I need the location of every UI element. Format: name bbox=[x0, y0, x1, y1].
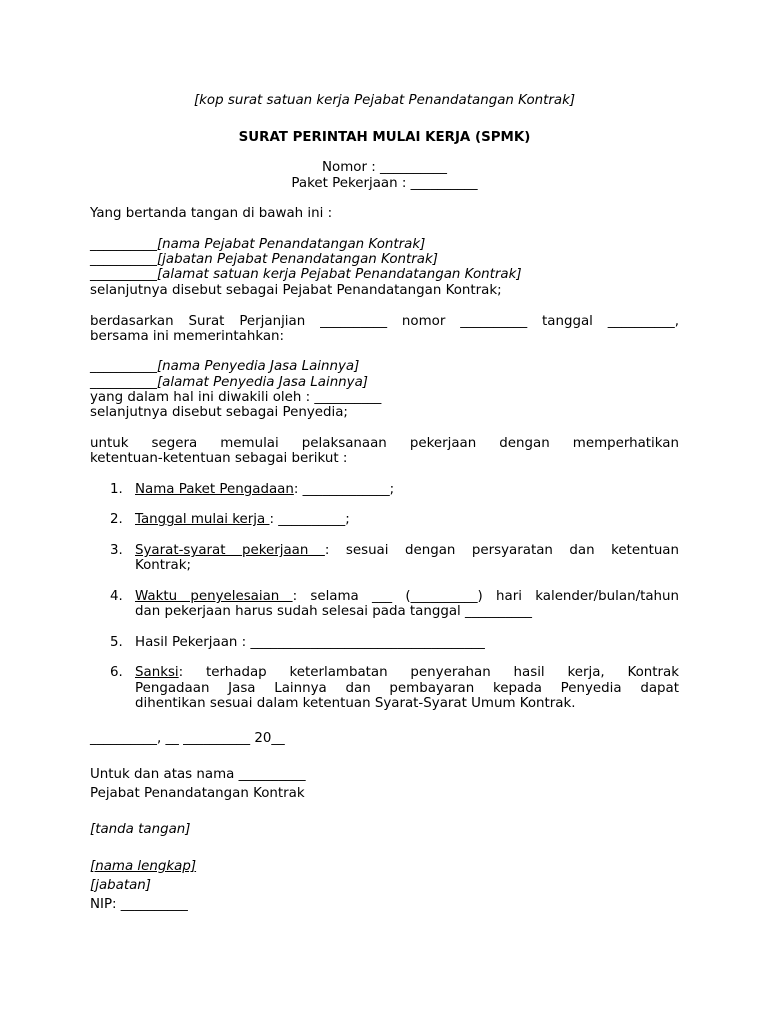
basis-line-2: bersama ini memerintahkan: bbox=[90, 329, 285, 344]
signer-role: Pejabat Penandatangan Kontrak bbox=[90, 786, 305, 801]
full-name-placeholder: [nama lengkap] bbox=[90, 859, 197, 874]
list-number: 3. bbox=[110, 543, 123, 558]
item-value: : selama ___ (__________) hari kalender/bulan/tahun bbox=[292, 589, 679, 604]
signature-placeholder: [tanda tangan] bbox=[90, 822, 191, 837]
list-number: 2. bbox=[110, 512, 123, 527]
list-number: 5. bbox=[110, 635, 123, 650]
list-item-continuation: Pengadaan Jasa Lainnya dan pembayaran kepada Penyedia dapat bbox=[135, 681, 679, 696]
list-number: 6. bbox=[110, 665, 123, 680]
provider-name: [nama Penyedia Jasa Lainnya] bbox=[156, 359, 360, 374]
ppk-position-line bbox=[90, 252, 679, 268]
signer-position: [jabatan] bbox=[90, 878, 152, 893]
list-item-work-result: Hasil Pekerjaan : ___________________________________ bbox=[135, 635, 485, 650]
item-label: Nama Paket Pengadaan bbox=[135, 482, 294, 497]
package-line: Paket Pekerjaan : __________ bbox=[291, 176, 478, 191]
item-label: Syarat-syarat pekerjaan bbox=[135, 543, 325, 558]
letterhead: [kop surat satuan kerja Pejabat Penandatangan Kontrak] bbox=[193, 93, 576, 108]
on-behalf-line: Untuk dan atas nama __________ bbox=[90, 767, 306, 782]
number-line: Nomor : __________ bbox=[322, 160, 447, 175]
ppk-address: [alamat satuan kerja Pejabat Penandatangan Kontrak] bbox=[156, 267, 522, 282]
signer-nip: NIP: __________ bbox=[90, 897, 188, 912]
list-item-continuation: dihentikan sesuai dalam ketentuan Syarat-Syarat Umum Kontrak. bbox=[135, 696, 576, 711]
date-line: __________, __ __________ 20__ bbox=[90, 731, 285, 746]
list-item-sanctions bbox=[135, 665, 679, 681]
item-value: : terhadap keterlambatan penyerahan hasil kerja, Kontrak bbox=[178, 665, 679, 680]
signer-full-name bbox=[90, 859, 679, 875]
blank-line: __________ bbox=[90, 252, 157, 267]
list-number: 4. bbox=[110, 589, 123, 604]
instruction-line-1: untuk segera memulai pelaksanaan pekerjaan dengan memperhatikan bbox=[90, 436, 679, 451]
ppk-position: [jabatan Pejabat Penandatangan Kontrak] bbox=[156, 252, 438, 267]
document-title: SURAT PERINTAH MULAI KERJA (SPMK) bbox=[238, 130, 531, 145]
basis-line-1: berdasarkan Surat Perjanjian __________ nomor __________ tanggal __________, bbox=[90, 314, 679, 329]
blank-line: __________ bbox=[90, 375, 157, 390]
item-label: Sanksi bbox=[135, 665, 179, 680]
list-item-completion-time bbox=[135, 589, 679, 605]
list-item-start-date bbox=[135, 512, 679, 528]
blank-line: __________ bbox=[90, 237, 157, 252]
item-value: : sesuai dengan persyaratan dan ketentuan bbox=[324, 543, 680, 558]
blank-line: __________ bbox=[90, 267, 157, 282]
item-label: Waktu penyelesaian bbox=[135, 589, 293, 604]
blank-line: __________ bbox=[90, 359, 157, 374]
intro-text: Yang bertanda tangan di bawah ini : bbox=[90, 206, 333, 221]
ppk-referred: selanjutnya disebut sebagai Pejabat Penandatangan Kontrak; bbox=[90, 283, 502, 298]
item-value: : _____________; bbox=[293, 482, 395, 497]
provider-address: [alamat Penyedia Jasa Lainnya] bbox=[156, 375, 369, 390]
list-number: 1. bbox=[110, 482, 123, 497]
item-label: Tanggal mulai kerja bbox=[135, 512, 270, 527]
item-value: : __________; bbox=[269, 512, 350, 527]
list-item-work-terms bbox=[135, 543, 679, 559]
ppk-name: [nama Pejabat Penandatangan Kontrak] bbox=[156, 237, 426, 252]
list-item-package-name bbox=[135, 482, 679, 498]
provider-address-line bbox=[90, 375, 679, 391]
ppk-name-line bbox=[90, 237, 679, 253]
provider-name-line bbox=[90, 359, 679, 375]
provider-represented: yang dalam hal ini diwakili oleh : __________ bbox=[90, 390, 382, 405]
ppk-address-line bbox=[90, 267, 679, 283]
provider-referred: selanjutnya disebut sebagai Penyedia; bbox=[90, 405, 348, 420]
list-item-continuation: Kontrak; bbox=[135, 558, 192, 573]
instruction-line-2: ketentuan-ketentuan sebagai berikut : bbox=[90, 451, 348, 466]
list-item-continuation: dan pekerjaan harus sudah selesai pada tanggal __________ bbox=[135, 604, 532, 619]
